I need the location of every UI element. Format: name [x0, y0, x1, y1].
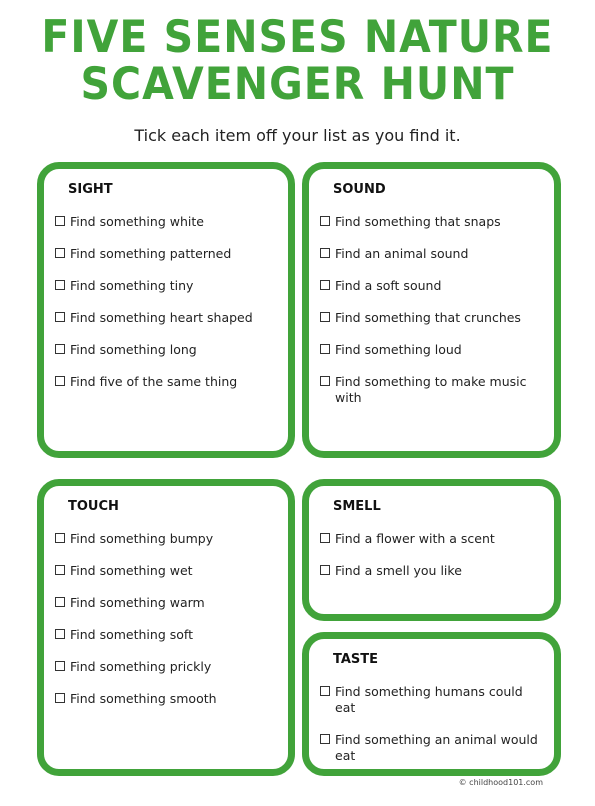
smell-section — [302, 479, 561, 621]
checkbox[interactable] — [320, 248, 330, 258]
copyright-credit: © childhood101.com — [458, 778, 543, 787]
section-heading: SIGHT — [68, 182, 113, 197]
item-label: Find something heart shaped — [70, 310, 253, 325]
item-label: Find something patterned — [70, 246, 232, 261]
checklist — [320, 531, 546, 595]
checklist-item[interactable] — [55, 531, 280, 547]
checkbox[interactable] — [55, 565, 65, 575]
checkbox[interactable] — [55, 629, 65, 639]
section-heading: TOUCH — [68, 499, 119, 514]
checklist-item[interactable] — [320, 732, 546, 764]
item-label: Find something white — [70, 214, 204, 229]
page-title-line-1: FIVE SENSES NATURE — [41, 11, 554, 63]
section-heading: TASTE — [333, 652, 379, 667]
checklist-item[interactable] — [55, 342, 280, 358]
item-label: Find five of the same thing — [70, 374, 238, 389]
item-label: Find something that snaps — [335, 214, 501, 229]
instructions-text: Tick each item off your list as you find it. — [134, 126, 461, 145]
item-label: Find something bumpy — [70, 531, 214, 546]
taste-section — [302, 632, 561, 776]
checklist — [320, 684, 546, 780]
item-label: Find something prickly — [70, 659, 212, 674]
item-label: Find an animal sound — [335, 246, 469, 261]
checkbox[interactable] — [55, 344, 65, 354]
checklist-item[interactable] — [320, 563, 546, 579]
checklist-item[interactable] — [55, 563, 280, 579]
sight-section — [37, 162, 295, 458]
checklist-item[interactable] — [55, 214, 280, 230]
checklist — [55, 531, 280, 723]
checklist-item[interactable] — [320, 214, 546, 230]
checklist-item[interactable] — [55, 278, 280, 294]
page-title-line-2: SCAVENGER HUNT — [80, 58, 515, 110]
checkbox[interactable] — [55, 312, 65, 322]
checklist-item[interactable] — [55, 374, 280, 390]
checklist-item[interactable] — [320, 310, 546, 326]
item-label: Find a flower with a scent — [335, 531, 495, 546]
checkbox[interactable] — [320, 216, 330, 226]
checklist — [55, 214, 280, 406]
checkbox[interactable] — [55, 248, 65, 258]
section-heading: SOUND — [333, 182, 386, 197]
item-label: Find something humans could eat — [335, 684, 523, 715]
item-label: Find something long — [70, 342, 197, 357]
touch-section — [37, 479, 295, 776]
checklist-item[interactable] — [55, 595, 280, 611]
checkbox[interactable] — [320, 312, 330, 322]
checkbox[interactable] — [320, 686, 330, 696]
checkbox[interactable] — [55, 597, 65, 607]
sound-section — [302, 162, 561, 458]
item-label: Find something smooth — [70, 691, 217, 706]
checkbox[interactable] — [55, 216, 65, 226]
item-label: Find something that crunches — [335, 310, 521, 325]
item-label: Find a soft sound — [335, 278, 442, 293]
checklist-item[interactable] — [320, 374, 546, 406]
checkbox[interactable] — [55, 661, 65, 671]
checklist — [320, 214, 546, 422]
checkbox[interactable] — [320, 565, 330, 575]
item-label: Find a smell you like — [335, 563, 462, 578]
checklist-item[interactable] — [320, 342, 546, 358]
checkbox[interactable] — [55, 280, 65, 290]
item-label: Find something an animal would eat — [335, 732, 538, 763]
checkbox[interactable] — [55, 533, 65, 543]
item-label: Find something soft — [70, 627, 193, 642]
checklist-item[interactable] — [55, 246, 280, 262]
checkbox[interactable] — [320, 734, 330, 744]
item-label: Find something to make music with — [335, 374, 527, 405]
checkbox[interactable] — [55, 693, 65, 703]
item-label: Find something tiny — [70, 278, 194, 293]
checklist-item[interactable] — [55, 627, 280, 643]
checkbox[interactable] — [320, 533, 330, 543]
checklist-item[interactable] — [55, 659, 280, 675]
checkbox[interactable] — [320, 280, 330, 290]
checklist-item[interactable] — [320, 684, 546, 716]
checklist-item[interactable] — [55, 691, 280, 707]
section-heading: SMELL — [333, 499, 381, 514]
checklist-item[interactable] — [320, 278, 546, 294]
checklist-item[interactable] — [320, 246, 546, 262]
checkbox[interactable] — [320, 344, 330, 354]
item-label: Find something warm — [70, 595, 205, 610]
checklist-item[interactable] — [55, 310, 280, 326]
checkbox[interactable] — [55, 376, 65, 386]
checkbox[interactable] — [320, 376, 330, 386]
item-label: Find something loud — [335, 342, 462, 357]
item-label: Find something wet — [70, 563, 193, 578]
checklist-item[interactable] — [320, 531, 546, 547]
